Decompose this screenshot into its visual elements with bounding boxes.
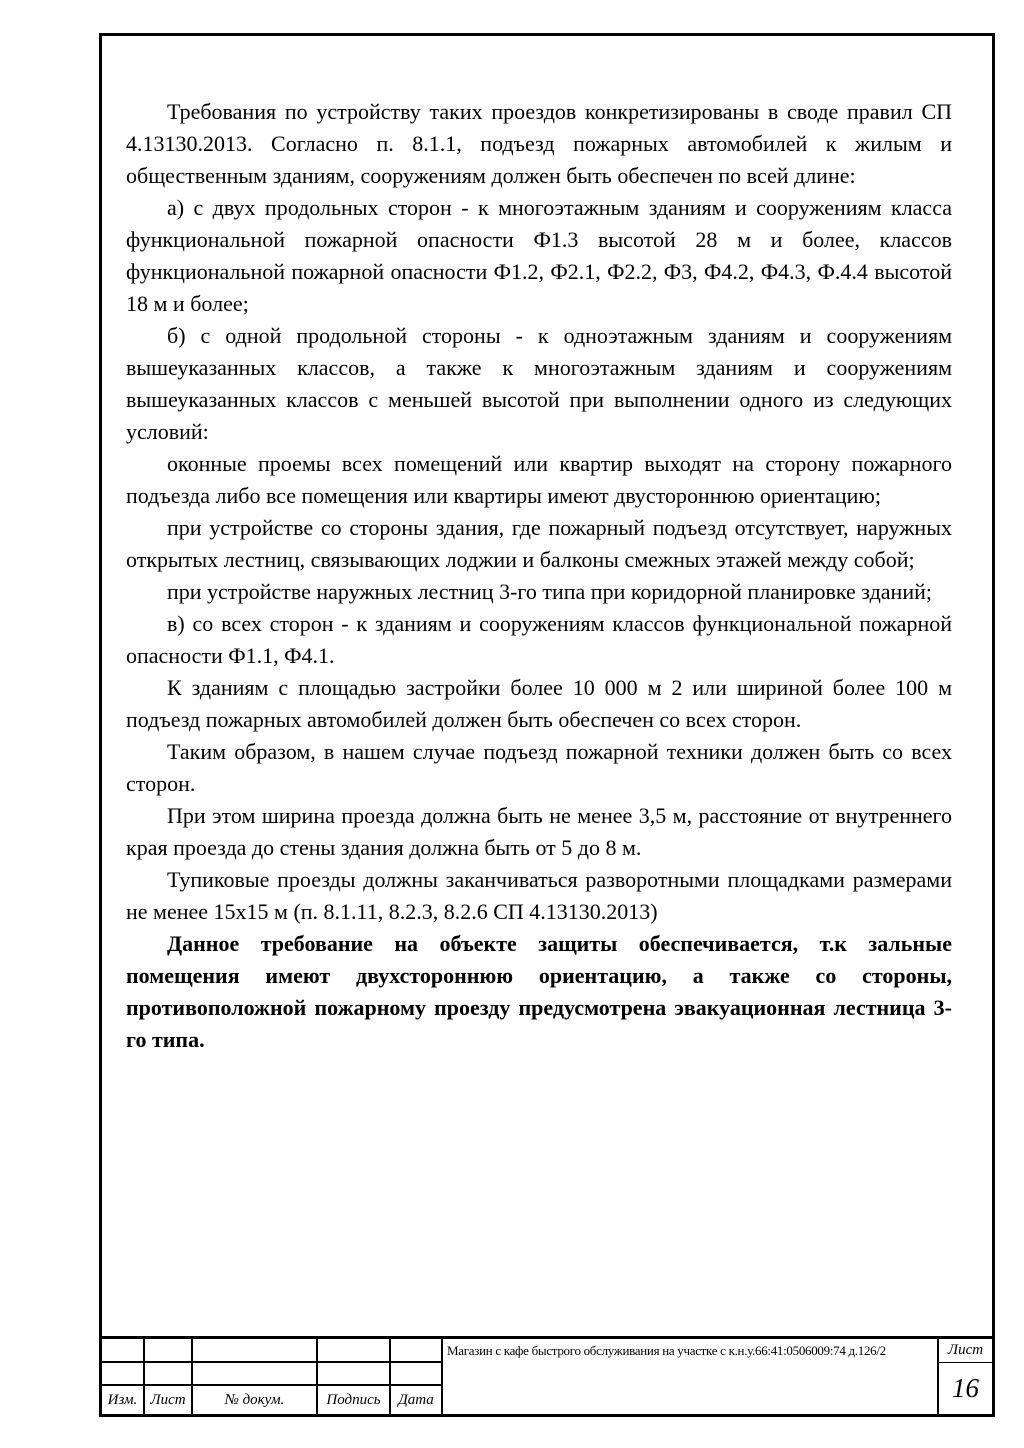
document-title-cell xyxy=(443,1339,939,1414)
stamp-empty-cell xyxy=(318,1339,391,1363)
body-paragraph: при устройстве со стороны здания, где пожарный подъезд отсутствует, наружных открытых лестниц, связывающих лоджии и балконы смежных этажей между собой; xyxy=(126,515,952,572)
sheet-number-cell xyxy=(939,1339,992,1414)
body-paragraph: оконные проемы всех помещений или квартир выходят на сторону пожарного подъезда либо все помещения или квартиры имеют двустороннюю ориентацию; xyxy=(126,451,952,508)
body-paragraph: а) с двух продольных сторон - к многоэтажным зданиям и сооружениям класса функциональной пожарной опасности Ф1.3 высотой 28 м и более, классов функциональной пожарной опасности Ф1.2, Ф2.1, Ф2.2, Ф3, Ф4.2, Ф4.3, Ф.4.4 высотой 18 м и более; xyxy=(126,195,952,316)
sheet-number: 16 xyxy=(952,1373,979,1403)
body-paragraph: б) с одной продольной стороны - к одноэтажным зданиям и сооружениям вышеуказанных классов, а также к многоэтажным зданиям и сооружениям вышеуказанных классов с меньшей высотой при выполнении одного из следующих условий: xyxy=(126,323,952,444)
stamp-label-docnum: № докум. xyxy=(193,1386,318,1414)
stamp-empty-cell xyxy=(102,1339,145,1363)
stamp-label-izm: Изм. xyxy=(102,1386,145,1414)
body-paragraph: Тупиковые проезды должны заканчиваться разворотными площадками размерами не менее 15х15 м (п. 8.1.11, 8.2.3, 8.2.6 СП 4.13130.2013) xyxy=(126,867,952,924)
body-paragraph-bold-conclusion: Данное требование на объекте защиты обеспечивается, т.к зальные помещения имеют двухстороннюю ориентацию, а также со стороны, противоположной пожарному проезду предусмотрена эвакуационная лестница 3-го типа. xyxy=(126,931,952,1052)
sheet-label: Лист xyxy=(939,1339,992,1363)
stamp-label-signature: Подпись xyxy=(318,1386,391,1414)
stamp-empty-cell xyxy=(145,1363,193,1386)
stamp-empty-cell xyxy=(391,1339,443,1363)
body-text xyxy=(126,96,952,1056)
body-paragraph: К зданиям с площадью застройки более 10 000 м 2 или шириной более 100 м подъезд пожарных автомобилей должен быть обеспечен со всех сторон. xyxy=(126,675,952,732)
stamp-column-date xyxy=(391,1339,443,1414)
stamp-empty-cell xyxy=(391,1363,443,1386)
title-block xyxy=(102,1336,992,1414)
stamp-empty-cell xyxy=(102,1363,145,1386)
stamp-column-izm xyxy=(102,1339,145,1414)
body-paragraph: в) со всех сторон - к зданиям и сооружениям классов функциональной пожарной опасности Ф1.1, Ф4.1. xyxy=(126,611,952,668)
stamp-empty-cell xyxy=(318,1363,391,1386)
body-paragraph: при устройстве наружных лестниц 3-го типа при коридорной планировке зданий; xyxy=(167,579,932,604)
page-frame xyxy=(99,33,995,1417)
body-paragraph: Таким образом, в нашем случае подъезд пожарной техники должен быть со всех сторон. xyxy=(126,739,952,796)
stamp-empty-cell xyxy=(193,1339,318,1363)
stamp-empty-cell xyxy=(145,1339,193,1363)
stamp-label-date: Дата xyxy=(391,1386,443,1414)
body-paragraph: Требования по устройству таких проездов конкретизированы в своде правил СП 4.13130.2013. Согласно п. 8.1.1, подъезд пожарных автомобилей к жилым и общественным зданиям, сооружениям должен быть обеспечен по всей длине: xyxy=(126,99,952,188)
body-paragraph: При этом ширина проезда должна быть не менее 3,5 м, расстояние от внутреннего края проезда до стены здания должна быть от 5 до 8 м. xyxy=(126,803,952,860)
stamp-column-signature xyxy=(318,1339,391,1414)
document-title: Магазин с кафе быстрого обслуживания на участке с к.н.у.66:41:0506009:74 д.126/2 xyxy=(447,1343,886,1358)
stamp-label-list: Лист xyxy=(145,1386,193,1414)
stamp-column-docnum xyxy=(193,1339,318,1414)
stamp-column-list xyxy=(145,1339,193,1414)
stamp-empty-cell xyxy=(193,1363,318,1386)
